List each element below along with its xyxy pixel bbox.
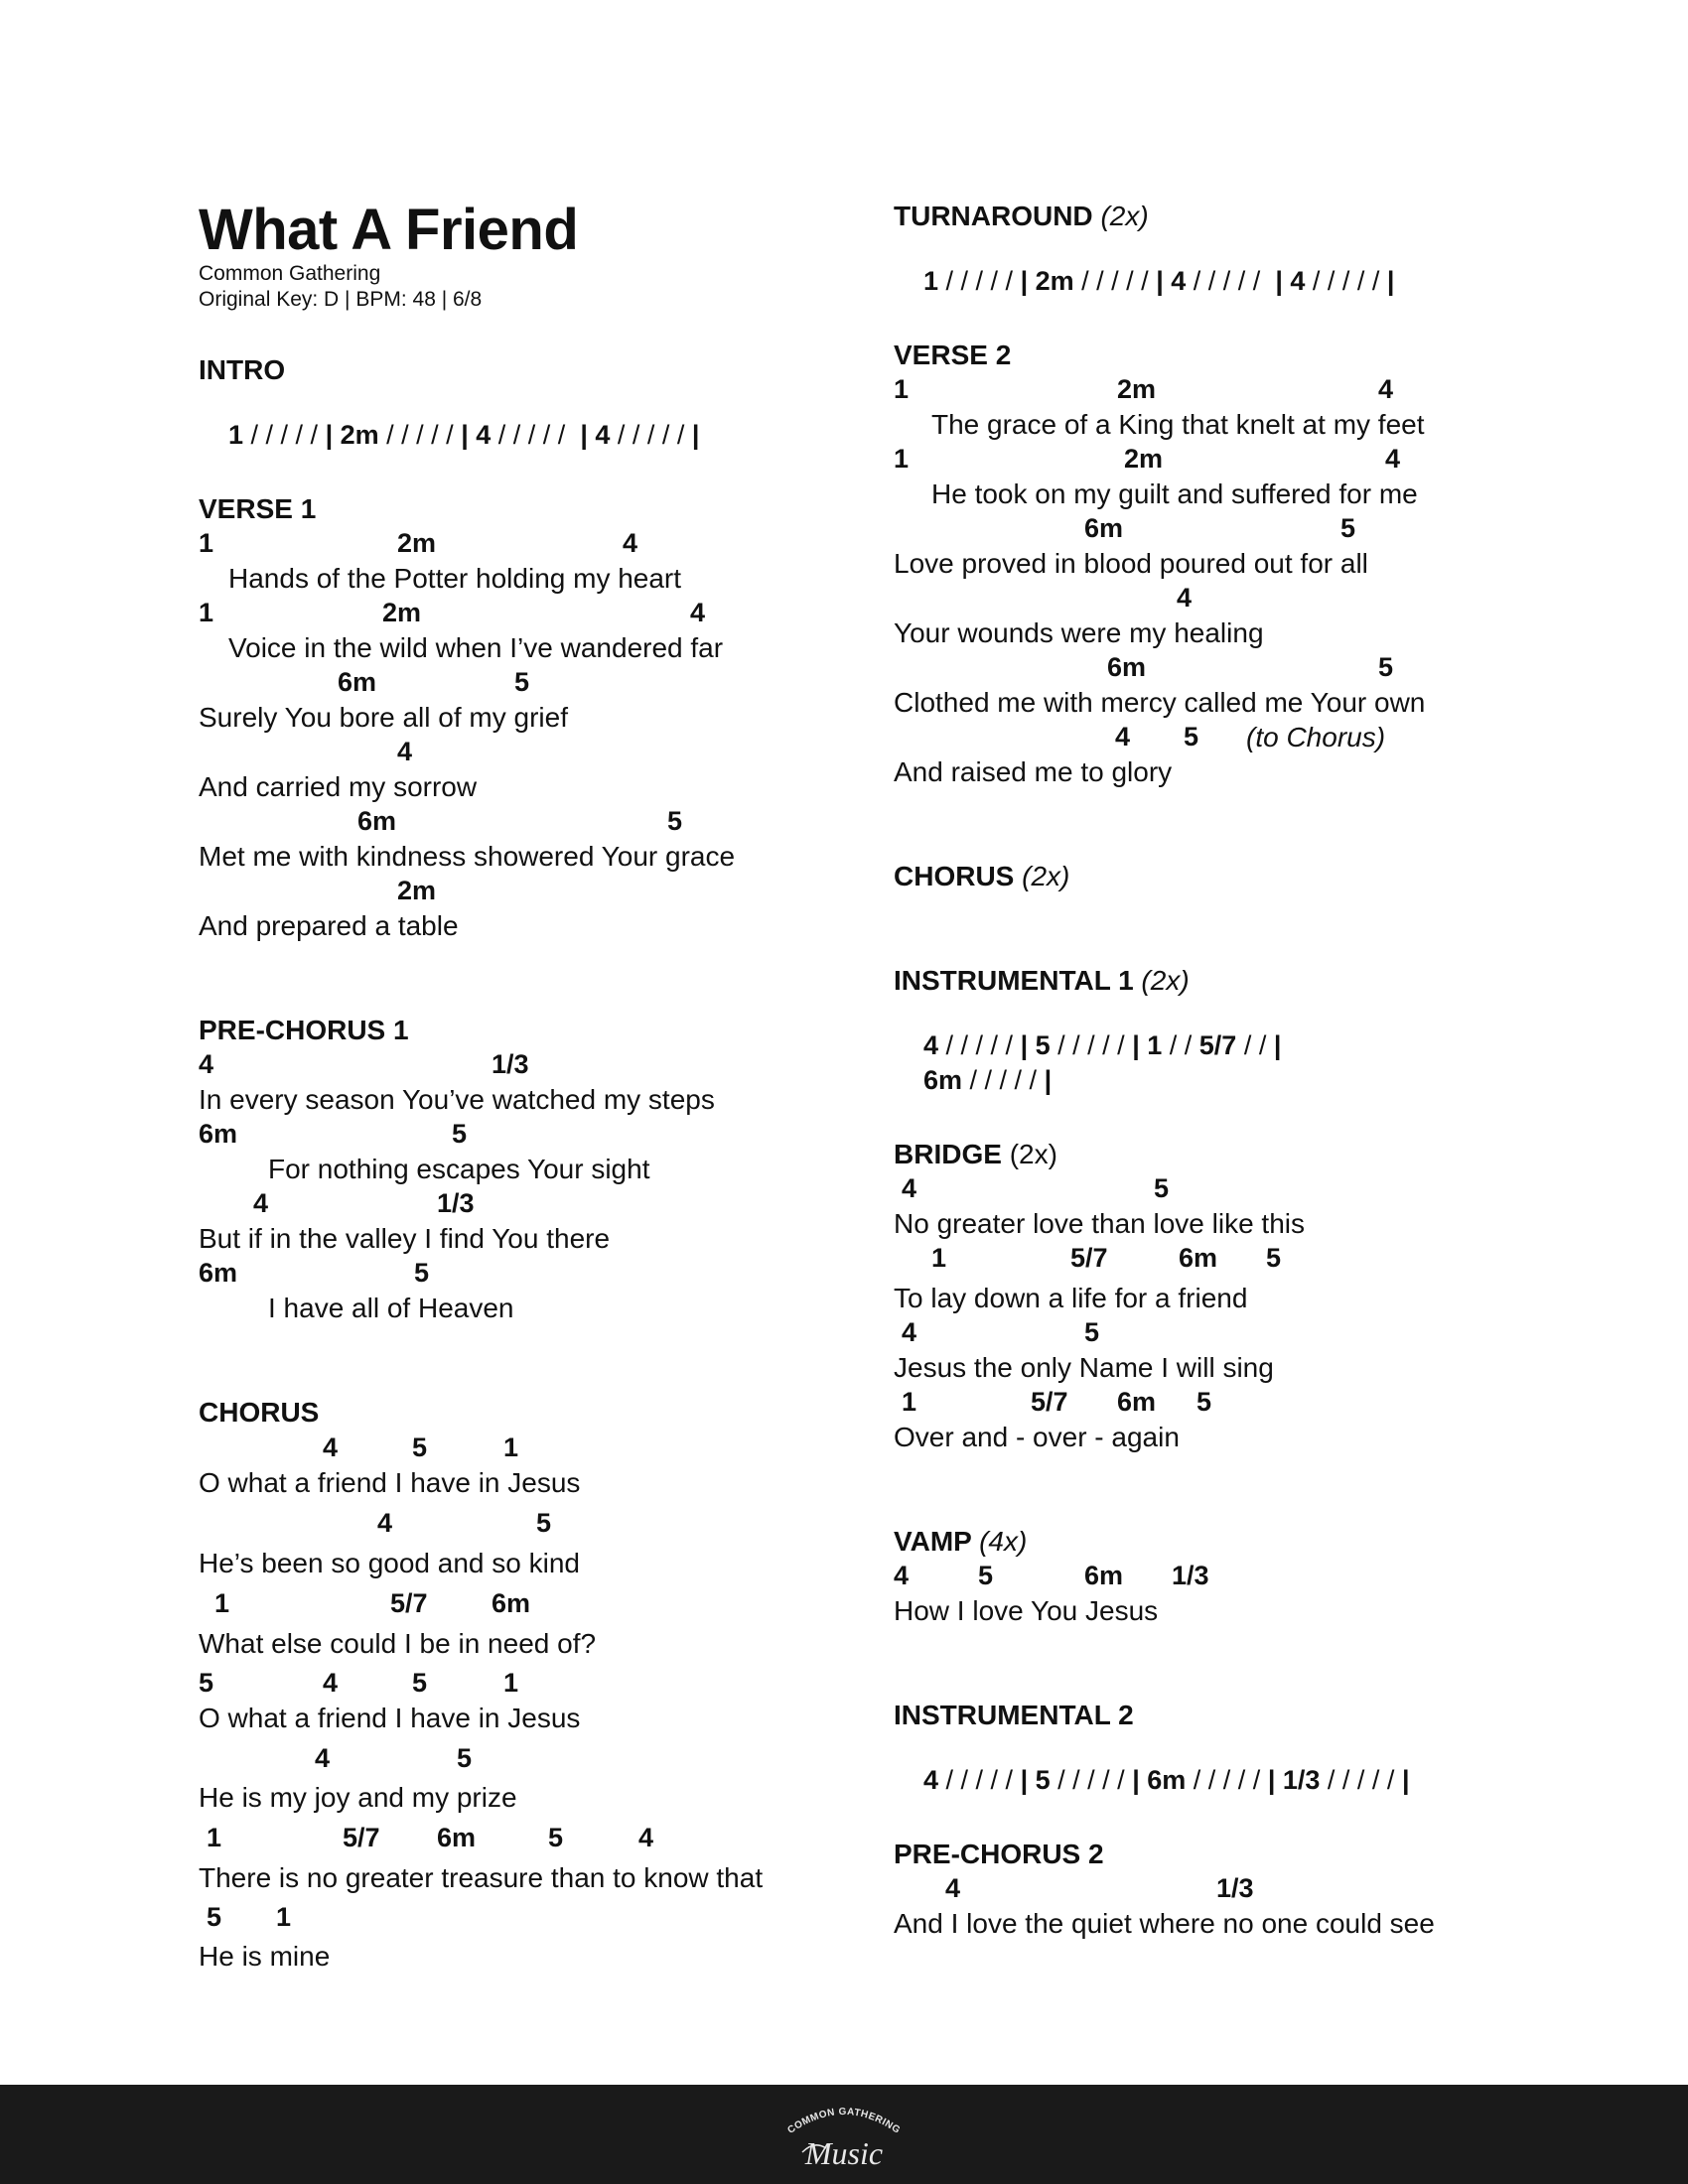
chord: 5 <box>457 1743 473 1773</box>
chord: 5 <box>412 1433 428 1462</box>
chord: 5 <box>452 1119 468 1149</box>
bar-slashes: / / / / / <box>1186 1765 1268 1795</box>
chord: 4 <box>199 1049 214 1079</box>
lyric-line: Jesus the only Name I will sing <box>894 1352 1274 1383</box>
bar-chord: | 2m <box>1020 266 1074 296</box>
song-meta: Original Key: D | BPM: 48 | 6/8 <box>199 288 483 311</box>
bar-chord: | <box>1273 1030 1282 1060</box>
bar-slashes: / / / / / <box>610 420 692 450</box>
chord: 1/3 <box>1172 1561 1209 1590</box>
lyric-line: Love proved in blood poured out for all <box>894 548 1368 579</box>
turnaround-bars <box>894 235 1394 328</box>
lyric-line: He is my joy and my prize <box>199 1782 517 1813</box>
lyric-line: O what a friend I have in Jesus <box>199 1703 581 1733</box>
chord: 5 <box>667 806 683 836</box>
repeat-note: (2x) <box>1100 201 1149 231</box>
section-turnaround <box>894 201 1149 232</box>
chord: 2m <box>382 598 422 627</box>
chord: 6m <box>199 1119 238 1149</box>
bar-chord: | 4 <box>580 420 611 450</box>
chord: 6m <box>1107 652 1147 682</box>
chord: 1 <box>276 1902 292 1932</box>
chord: 2m <box>1124 444 1164 474</box>
chord: 6m <box>199 1258 238 1288</box>
bar-chord: | 6m <box>1132 1765 1187 1795</box>
section-label: CHORUS <box>894 861 1015 891</box>
svg-text:COMMON GATHERING <box>785 2107 902 2136</box>
bar-chord: 5/7 <box>1198 1030 1237 1060</box>
chord: 2m <box>397 876 437 905</box>
chord: 4 <box>690 598 706 627</box>
lyric-line: In every season You’ve watched my steps <box>199 1084 715 1115</box>
bar-chord: | 1 <box>1132 1030 1163 1060</box>
chord: 5 <box>1154 1173 1170 1203</box>
bar-chord: | 4 <box>1275 266 1306 296</box>
chord: 1 <box>199 528 214 558</box>
chord: 5 <box>1196 1387 1212 1417</box>
chord: 5 <box>207 1902 222 1932</box>
section-instrumental-2: INSTRUMENTAL 2 <box>894 1700 1134 1730</box>
chord: 1/3 <box>1216 1873 1254 1903</box>
chord: 5/7 <box>1070 1243 1108 1273</box>
chord: 4 <box>638 1823 654 1852</box>
section-intro: INTRO <box>199 354 286 385</box>
section-verse-2: VERSE 2 <box>894 340 1012 370</box>
lyric-line: I have all of Heaven <box>268 1293 514 1323</box>
bar-slashes: / / / / / <box>962 1065 1045 1095</box>
chord: 4 <box>323 1433 339 1462</box>
lyric-line: And raised me to glory <box>894 756 1173 787</box>
lyric-line: He took on my guilt and suffered for me <box>931 478 1418 509</box>
chord: 5 <box>514 667 530 697</box>
bar-chord: | <box>1386 266 1395 296</box>
repeat-note: (4x) <box>979 1526 1028 1557</box>
bar-slashes: / / / / / <box>243 420 326 450</box>
lyric-line: How I love You Jesus <box>894 1595 1159 1626</box>
chord: 1/3 <box>437 1188 475 1218</box>
logo-top-text: COMMON GATHERING <box>785 2106 903 2136</box>
bar-chord: | 1/3 <box>1267 1765 1321 1795</box>
chord: 6m <box>1179 1243 1218 1273</box>
section-pre-chorus-1: PRE-CHORUS 1 <box>199 1015 409 1045</box>
bar-slashes: / / / / / <box>378 420 462 450</box>
chord: 5/7 <box>1031 1387 1068 1417</box>
chord: 1 <box>214 1588 230 1618</box>
chord: 1 <box>894 444 910 474</box>
bar-chord: | 5 <box>1020 1765 1051 1795</box>
section-label: BRIDGE <box>894 1139 1002 1169</box>
chord: 6m <box>1117 1387 1157 1417</box>
lyric-line: He’s been so good and so kind <box>199 1548 580 1578</box>
bar-slashes: / / <box>1162 1030 1199 1060</box>
chord: 4 <box>1115 722 1131 751</box>
chord: 1 <box>199 598 214 627</box>
lyric-line: What else could I be in need of? <box>199 1628 597 1659</box>
bar-slashes: / / / / / <box>1050 1765 1133 1795</box>
chord: 4 <box>253 1188 269 1218</box>
bar-chord: | 2m <box>325 420 379 450</box>
chord: 6m <box>1084 513 1124 543</box>
bar-slashes: / / / / / <box>1050 1030 1133 1060</box>
chord: 1 <box>894 374 910 404</box>
lyric-line: No greater love than love like this <box>894 1208 1305 1239</box>
lyric-line: Surely You bore all of my grief <box>199 702 568 733</box>
bar-chord: 6m <box>923 1065 963 1095</box>
bar-slashes: / / <box>1236 1030 1274 1060</box>
chord: 6m <box>1084 1561 1124 1590</box>
chord: 5 <box>412 1668 428 1698</box>
section-verse-1: VERSE 1 <box>199 493 317 524</box>
chord: 6m <box>357 806 397 836</box>
bar-slashes: / / / / / <box>938 1030 1021 1060</box>
lyric-line: There is no greater treasure than to know that <box>199 1862 764 1893</box>
chord: 2m <box>397 528 437 558</box>
chord: 5/7 <box>390 1588 428 1618</box>
chord: 4 <box>902 1173 917 1203</box>
bar-chord: | 4 <box>1156 266 1187 296</box>
footer-bar <box>0 2085 1688 2184</box>
bar-slashes: / / / / / <box>1320 1765 1402 1795</box>
logo-script-text: Music <box>804 2135 884 2171</box>
chord: 5 <box>199 1668 214 1698</box>
instrumental-1-bars-line-2 <box>894 1034 1052 1127</box>
section-instrumental-1 <box>894 965 1190 997</box>
lyric-line: The grace of a King that knelt at my feet <box>931 409 1425 440</box>
lyric-line: Voice in the wild when I’ve wandered far <box>228 632 724 663</box>
bar-slashes: / / / / / <box>1073 266 1157 296</box>
chord: 4 <box>1177 583 1193 613</box>
chord: 4 <box>894 1561 910 1590</box>
lyric-line: And carried my sorrow <box>199 771 478 802</box>
common-gathering-music-logo <box>774 2093 914 2176</box>
bar-chord: 4 <box>923 1765 939 1795</box>
section-pre-chorus-2: PRE-CHORUS 2 <box>894 1839 1104 1869</box>
chord: 1 <box>207 1823 222 1852</box>
section-vamp <box>894 1526 1027 1558</box>
bar-slashes: / / / / / <box>938 266 1021 296</box>
chord: 4 <box>1385 444 1401 474</box>
chord: 1 <box>931 1243 947 1273</box>
lyric-line: Hands of the Potter holding my heart <box>228 563 682 594</box>
lyric-line: And I love the quiet where no one could see <box>894 1908 1435 1939</box>
song-artist: Common Gathering <box>199 262 381 285</box>
chord: 5 <box>1266 1243 1282 1273</box>
chord: 4 <box>623 528 638 558</box>
bar-chord: | 4 <box>461 420 492 450</box>
chord: 5 <box>978 1561 994 1590</box>
bar-slashes: / / / / / <box>1186 266 1276 296</box>
lyric-line: Over and - over - again <box>894 1422 1180 1452</box>
chord: 2m <box>1117 374 1157 404</box>
lyric-line: To lay down a life for a friend <box>894 1283 1248 1313</box>
chord: 4 <box>377 1508 393 1538</box>
lyric-line: But if in the valley I find You there <box>199 1223 611 1254</box>
section-chorus-repeat <box>894 861 1069 892</box>
lyric-line: Clothed me with mercy called me Your own <box>894 687 1426 718</box>
repeat-note: (2x) <box>1009 1139 1057 1169</box>
bar-chord: 4 <box>923 1030 939 1060</box>
bar-chord: | <box>1401 1765 1410 1795</box>
chord: 5 <box>548 1823 564 1852</box>
chord: 4 <box>902 1317 917 1347</box>
chord: 1 <box>503 1668 519 1698</box>
chord: 5 <box>536 1508 552 1538</box>
to-chorus-note: (to Chorus) <box>1246 722 1386 752</box>
song-title: What A Friend <box>199 198 579 262</box>
bar-slashes: / / / / / <box>938 1765 1021 1795</box>
chord: 4 <box>397 737 413 766</box>
repeat-note: (2x) <box>1141 965 1190 996</box>
bar-chord: | 5 <box>1020 1030 1051 1060</box>
chord: 1 <box>503 1433 519 1462</box>
instrumental-2-bars <box>894 1734 1410 1827</box>
chord: 1 <box>902 1387 917 1417</box>
bar-chord: 1 <box>228 420 244 450</box>
section-label: INSTRUMENTAL 1 <box>894 965 1134 996</box>
chord: 5 <box>1378 652 1394 682</box>
lyric-line: For nothing escapes Your sight <box>268 1154 650 1184</box>
chord: 6m <box>437 1823 477 1852</box>
bar-slashes: / / / / / <box>491 420 581 450</box>
bar-slashes: / / / / / <box>1305 266 1387 296</box>
chord: 4 <box>323 1668 339 1698</box>
chord: 1/3 <box>492 1049 529 1079</box>
chord: 6m <box>492 1588 531 1618</box>
chord: 5/7 <box>343 1823 380 1852</box>
section-bridge <box>894 1139 1057 1170</box>
bar-chord: | <box>691 420 700 450</box>
section-chorus: CHORUS <box>199 1397 320 1428</box>
chord: 5 <box>414 1258 430 1288</box>
chord: 5 <box>1084 1317 1100 1347</box>
bar-chord: | <box>1044 1065 1053 1095</box>
lyric-line: Your wounds were my healing <box>894 617 1264 648</box>
section-label: VAMP <box>894 1526 972 1557</box>
section-label: TURNAROUND <box>894 201 1093 231</box>
chord: 5 <box>1184 722 1199 751</box>
chord: 4 <box>945 1873 961 1903</box>
bar-chord: 1 <box>923 266 939 296</box>
lyric-line: He is mine <box>199 1941 331 1972</box>
lyric-line: And prepared a table <box>199 910 459 941</box>
chord: 4 <box>1378 374 1394 404</box>
lyric-line: Met me with kindness showered Your grace <box>199 841 736 872</box>
lyric-line: O what a friend I have in Jesus <box>199 1467 581 1498</box>
repeat-note: (2x) <box>1022 861 1070 891</box>
chord: 5 <box>1340 513 1356 543</box>
chord: 4 <box>315 1743 331 1773</box>
intro-bars <box>199 389 699 481</box>
chord: 6m <box>338 667 377 697</box>
